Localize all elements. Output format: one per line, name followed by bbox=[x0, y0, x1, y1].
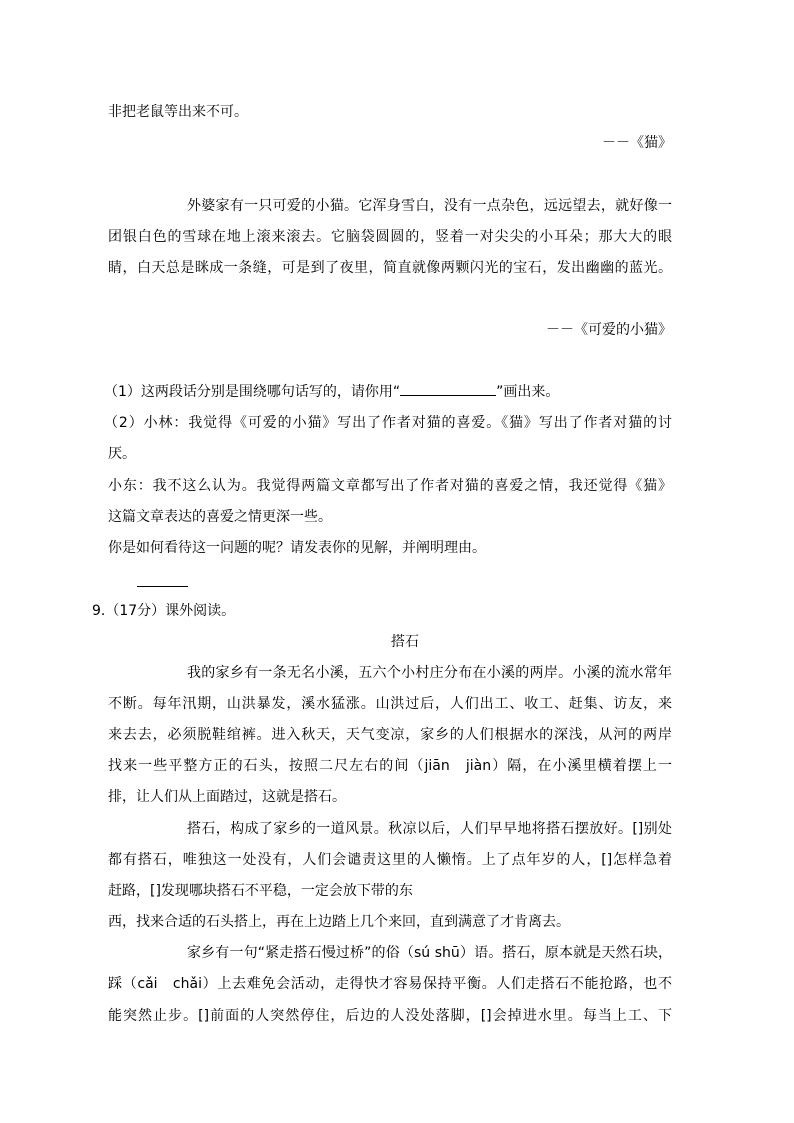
question-1-text-end: ”画出来。 bbox=[496, 384, 560, 400]
article-line: 西，找来合适的石头搭上，再在上边踏上几个来回，直到满意了才肯离去。 bbox=[108, 914, 570, 930]
question-9-heading: 9.（17分）课外阅读。 bbox=[92, 603, 236, 619]
question-2-line: 小东：我不这么认为。我觉得两篇文章都写出了作者对猫的喜爱之情，我还觉得《猫》 bbox=[108, 478, 672, 494]
passage-cat-source: －－《猫》 bbox=[602, 135, 672, 151]
article-line: 搭石，构成了家乡的一道风景。秋凉以后，人们早早地将搭石摆放好。[]别处 bbox=[187, 821, 672, 837]
question-1-text: （1）这两段话分别是围绕哪句话写的，请你用“ bbox=[104, 384, 401, 400]
passage-kitten-source: －－《可爱的小猫》 bbox=[546, 322, 672, 338]
passage-cat-last-line: 非把老鼠等出来不可。 bbox=[108, 104, 248, 120]
article-line: 找来一些平整方正的石头，按照二尺左右的间（jiān jiàn）隔，在小溪里横着摆上一 bbox=[108, 758, 672, 774]
question-2-line: 这篇文章表达的喜爱之情更深一些。 bbox=[108, 509, 332, 525]
article-title: 搭石 bbox=[391, 634, 419, 650]
article-line: 家乡有一句“紧走搭石慢过桥”的俗（sú shū）语。搭石，原本就是天然石块， bbox=[187, 945, 672, 961]
article-line: 赶路，[]发现哪块搭石不平稳，一定会放下带的东 bbox=[108, 883, 413, 899]
article-line: 能突然止步。[]前面的人突然停住，后边的人没处落脚，[]会掉进水里。每当上工、下 bbox=[108, 1008, 672, 1024]
question-2-line: （2）小林：我觉得《可爱的小猫》写出了作者对猫的喜爱。《猫》写出了作者对猫的讨 bbox=[104, 415, 672, 431]
question-2-line: 厌。 bbox=[108, 446, 136, 462]
article-line: 都有搭石，唯独这一处没有，人们会谴责这里的人懒惰。上了点年岁的人，[]怎样急着 bbox=[108, 852, 672, 868]
article-line: 不断。每年汛期，山洪暴发，溪水猛涨。山洪过后，人们出工、收工、赶集、访友，来 bbox=[108, 696, 672, 712]
kitten-line: 睛，白天总是眯成一条缝，可是到了夜里，简直就像两颗闪光的宝石，发出幽幽的蓝光。 bbox=[108, 260, 672, 276]
article-line: 来去去，必须脱鞋绾裤。进入秋天，天气变凉，家乡的人们根据水的深浅，从河的两岸 bbox=[108, 727, 672, 743]
answer-blank[interactable] bbox=[400, 382, 496, 396]
answer-line[interactable] bbox=[137, 586, 188, 587]
kitten-line: 团银白色的雪球在地上滚来滚去。它脑袋圆圆的，竖着一对尖尖的小耳朵；那大大的眼 bbox=[108, 229, 672, 245]
article-line: 排，让人们从上面踏过，这就是搭石。 bbox=[108, 789, 346, 805]
question-2-line: 你是如何看待这一问题的呢？请发表你的见解，并阐明理由。 bbox=[108, 540, 486, 556]
article-line: 踩（cǎi chǎi）上去难免会活动，走得快才容易保持平衡。人们走搭石不能抢路，也不 bbox=[108, 976, 672, 992]
kitten-line: 外婆家有一只可爱的小猫。它浑身雪白，没有一点杂色，远远望去，就好像一 bbox=[187, 198, 672, 214]
article-line: 我的家乡有一条无名小溪，五六个小村庄分布在小溪的两岸。小溪的流水常年 bbox=[187, 665, 672, 681]
question-1 bbox=[104, 382, 559, 402]
